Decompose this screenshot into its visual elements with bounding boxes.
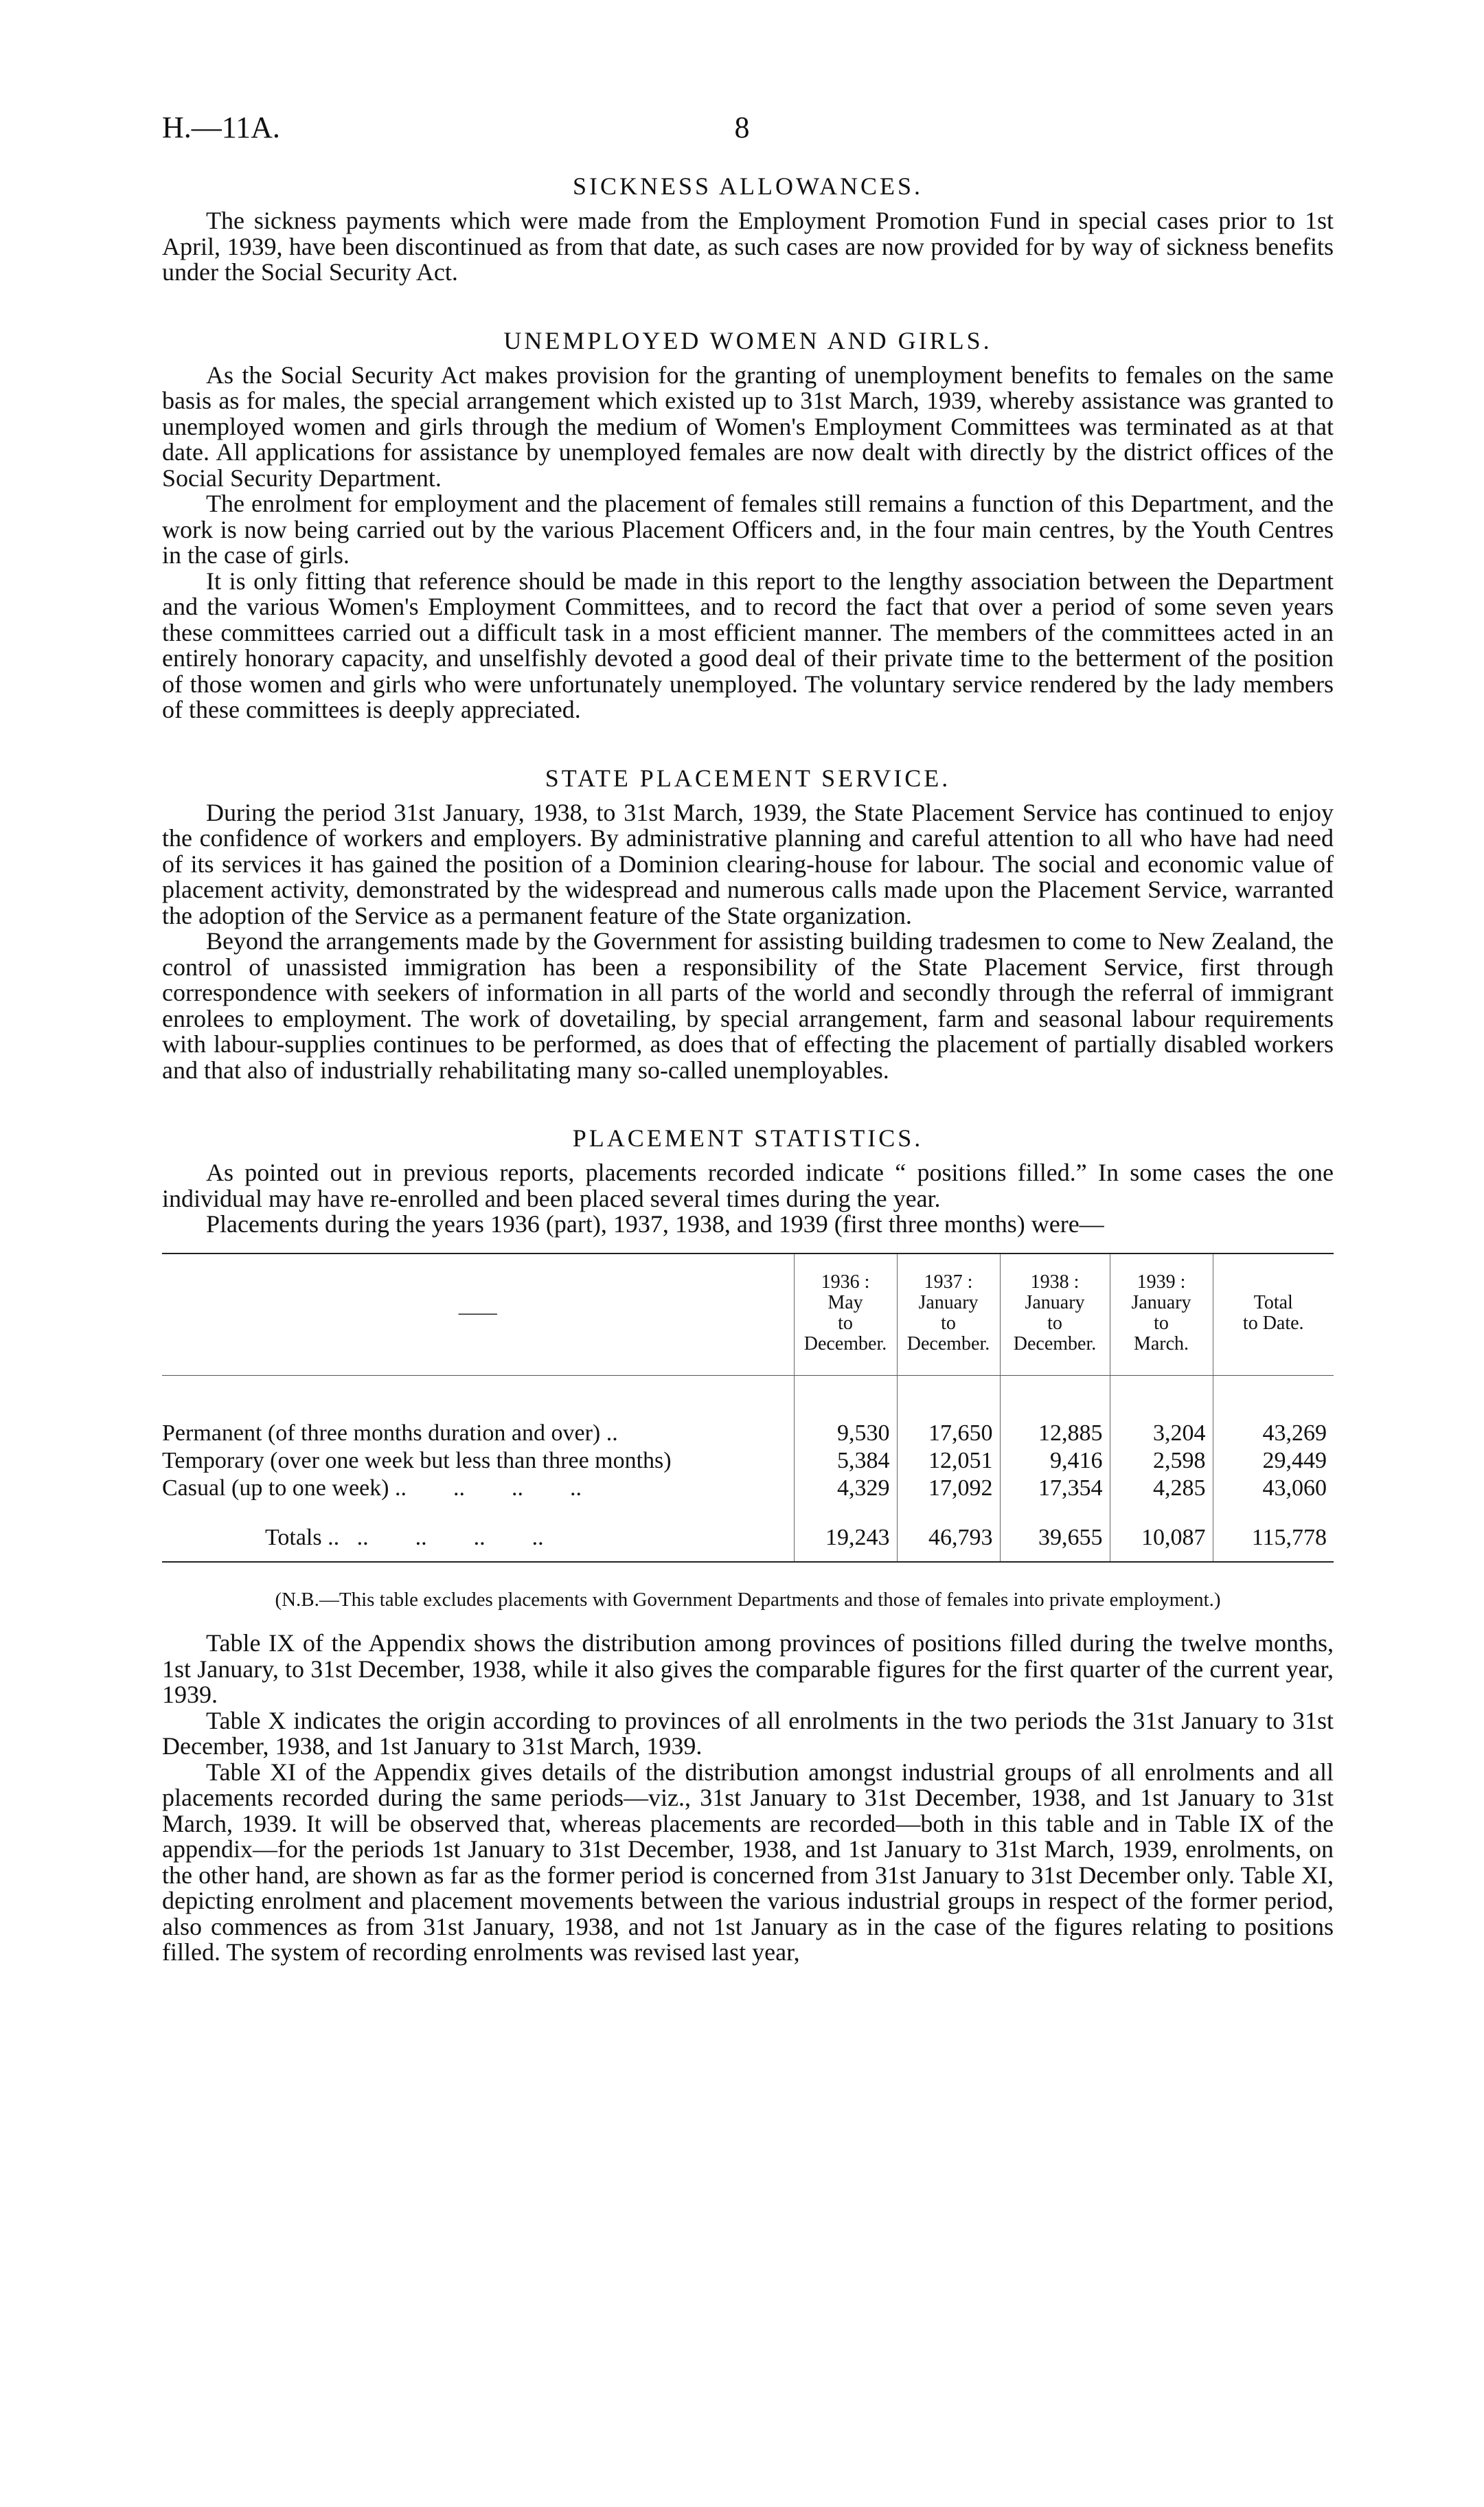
- cell-value: 2,598: [1110, 1447, 1213, 1475]
- section-heading: PLACEMENT STATISTICS.: [572, 1124, 924, 1152]
- section-appendix-tables: [162, 1631, 1334, 1966]
- cell-value: 17,092: [897, 1475, 1000, 1502]
- cell-value: 19,243: [794, 1502, 897, 1562]
- section-sickness-allowances: [162, 168, 1334, 286]
- cell-value: 4,329: [794, 1475, 897, 1502]
- paragraph: Placements during the years 1936 (part), 1937, 1938, and 1939 (first three months) were—: [206, 1210, 1104, 1238]
- column-header-label: ——: [162, 1254, 794, 1376]
- paragraph: As the Social Security Act makes provision for the granting of unemployment benefits to females on the same basis as for males, the special arrangement which existed up to 31st March, 1939, whereby assistance was granted to unemployed women and girls through the medium of Women's Employment Committees was terminated as at that date. All applications for assistance by unemployed females are now dealt with directly by the district offices of the Social Security Department.: [162, 361, 1334, 492]
- paragraph: Beyond the arrangements made by the Government for assisting building tradesmen to come to New Zealand, the control of unassisted immigration has been a responsibility of the State Placement Service, first through correspondence with seekers of information in all parts of the world and secondly through the referral of immigrant enrolees to employment. The work of dovetailing, by special arrangement, farm and seasonal labour requirements with labour-supplies continues to be performed, as does that of effecting the placement of partially disabled workers and that also of industrially rehabilitating many so-called unemployables.: [162, 927, 1334, 1084]
- section-placement-statistics: [162, 1120, 1334, 1613]
- paragraph: Table X indicates the origin according to provinces of all enrolments in the two periods the 31st January to 31st December, 1938, and 1st January to 31st March, 1939.: [162, 1706, 1334, 1760]
- cell-value: 3,204: [1110, 1375, 1213, 1447]
- paragraph: During the period 31st January, 1938, to 31st March, 1939, the State Placement Service has continued to enjoy the confidence of workers and employers. By administrative planning and careful attention to all who have had need of its services it has gained the position of a Dominion clearing-house for labour. The social and economic value of placement activity, demonstrated by the widespread and numerous calls made upon the Placement Service, warranted the adoption of the Service as a permanent feature of the State organization.: [162, 798, 1334, 929]
- paragraph: The enrolment for employment and the placement of females still remains a function of this Department, and the work is now being carried out by the various Placement Officers and, in the four main centres, by the Youth Centres in the case of girls.: [162, 490, 1334, 569]
- section-heading: UNEMPLOYED WOMEN AND GIRLS.: [503, 326, 992, 354]
- table-row-temporary: [162, 1447, 1334, 1475]
- table-note: (N.B.—This table excludes placements with Government Departments and those of females into private employment.): [275, 1588, 1221, 1611]
- cell-value: 12,885: [1000, 1375, 1110, 1447]
- row-label: Totals .. .. .. .. ..: [162, 1502, 794, 1562]
- cell-value: 29,449: [1213, 1447, 1334, 1475]
- row-label: Casual (up to one week) .. .. .. ..: [162, 1475, 582, 1501]
- section-heading: STATE PLACEMENT SERVICE.: [545, 764, 951, 792]
- page-header: [162, 110, 1322, 151]
- cell-value: 39,655: [1000, 1502, 1110, 1562]
- column-header-1936: 1936 : May to December.: [794, 1254, 897, 1376]
- cell-value: 43,269: [1213, 1375, 1334, 1447]
- cell-value: 9,530: [794, 1375, 897, 1447]
- table-row-casual: [162, 1475, 1334, 1502]
- column-header-1938: 1938 : January to December.: [1000, 1254, 1110, 1376]
- row-label: Temporary (over one week but less than three months): [162, 1447, 672, 1473]
- placements-table: [162, 1253, 1334, 1563]
- paragraph: Table XI of the Appendix gives details of the distribution amongst industrial groups of all enrolments and all placements recorded during the same periods—viz., 31st January to 31st December, 1938, and 1st January to 31st March, 1939. It will be observed that, whereas placements are recorded—both in this table and in Table IX of the appendix—for the periods 1st January to 31st December, 1938, and 1st January to 31st March, 1939, enrolments, on the other hand, are shown as far as the former period is concerned from 31st January to 31st December only. Table XI, depicting enrolment and placement movements between the various industrial groups in respect of the former period, also commences as from 31st January, 1938, and not 1st January as in the case of the figures relating to positions filled. The system of recording enrolments was revised last year,: [162, 1758, 1334, 1966]
- cell-value: 5,384: [794, 1447, 897, 1475]
- paragraph: The sickness payments which were made from the Employment Promotion Fund in special cases prior to 1st April, 1939, have been discontinued as from that date, as such cases are now provided for by way of sickness benefits under the Social Security Act.: [162, 207, 1334, 286]
- cell-value: 17,650: [897, 1375, 1000, 1447]
- table-row-totals: [162, 1502, 1334, 1562]
- leader-dots: ..: [606, 1420, 618, 1446]
- section-heading: SICKNESS ALLOWANCES.: [572, 172, 924, 200]
- section-state-placement: [162, 760, 1334, 1084]
- cell-value: 4,285: [1110, 1475, 1213, 1502]
- section-unemployed-women: [162, 323, 1334, 723]
- row-label: Permanent (of three months duration and over) ..: [162, 1420, 618, 1446]
- cell-value: 115,778: [1213, 1502, 1334, 1562]
- paragraph: As pointed out in previous reports, placements recorded indicate “ positions filled.” In some cases the one individual may have re-enrolled and been placed several times during the year.: [162, 1159, 1334, 1212]
- page-number: 8: [734, 111, 750, 144]
- paragraph: It is only fitting that reference should be made in this report to the lengthy association between the Department and the various Women's Employment Committees, and to record the fact that over a period of some seven years these committees carried out a difficult task in a most efficient manner. The members of the committees acted in an entirely honorary capacity, and unselfishly devoted a good deal of their private time to the betterment of the position of those women and girls who were unfortunately unemployed. The voluntary service rendered by the lady members of these committees is deeply appreciated.: [162, 567, 1334, 723]
- cell-value: 9,416: [1000, 1447, 1110, 1475]
- cell-value: 46,793: [897, 1502, 1000, 1562]
- table-row-permanent: [162, 1375, 1334, 1447]
- cell-value: 10,087: [1110, 1502, 1213, 1562]
- paragraph: Table IX of the Appendix shows the distribution among provinces of positions filled during the twelve months, 1st January, to 31st December, 1938, while it also gives the comparable figures for the first quarter of the current year, 1939.: [162, 1629, 1334, 1708]
- cell-value: 43,060: [1213, 1475, 1334, 1502]
- cell-value: 17,354: [1000, 1475, 1110, 1502]
- leader-dots: .. .. .. ..: [394, 1475, 582, 1501]
- column-header-1939: 1939 : January to March.: [1110, 1254, 1213, 1376]
- cell-value: 12,051: [897, 1447, 1000, 1475]
- leader-dots: .. .. .. ..: [356, 1524, 544, 1550]
- table-header-row: [162, 1254, 1334, 1376]
- page-reference: H.—11A.: [162, 111, 280, 144]
- column-header-total: Total to Date.: [1213, 1254, 1334, 1376]
- page-content: [162, 168, 1334, 1966]
- column-header-1937: 1937 : January to December.: [897, 1254, 1000, 1376]
